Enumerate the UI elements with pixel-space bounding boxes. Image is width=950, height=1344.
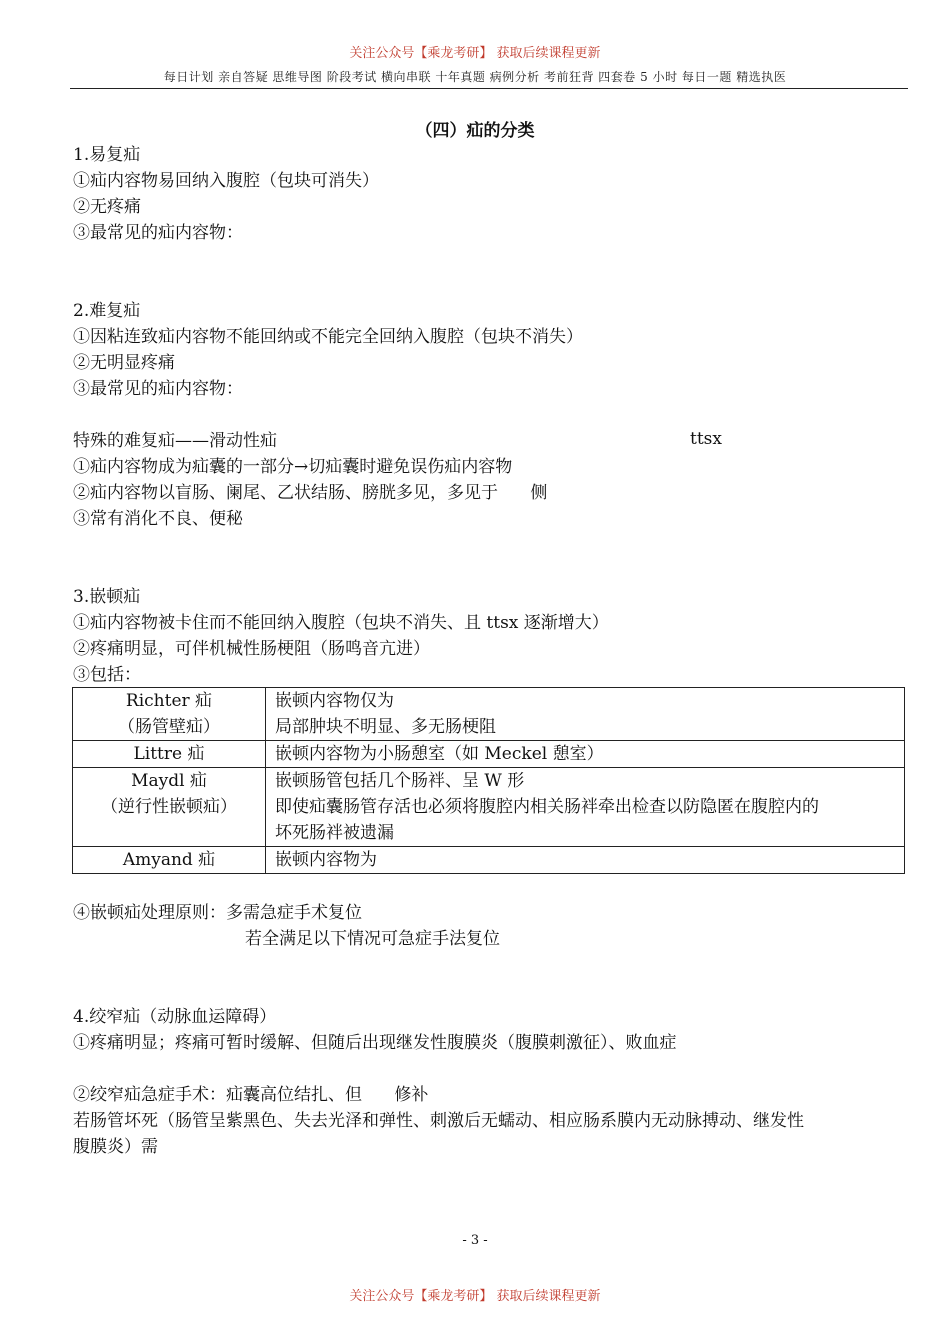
hernia-desc-line: 嵌顿肠管包括几个肠袢、呈 W 形 [275, 771, 525, 791]
s2-special-heading: 特殊的难复疝——滑动性疝 [73, 431, 277, 451]
s3-principle: ④嵌顿疝处理原则：多需急症手术复位 [73, 903, 362, 923]
hernia-desc-cell [266, 847, 905, 874]
hernia-name-cell [73, 741, 266, 768]
hernia-desc-line: 嵌顿内容物仅为 [275, 691, 394, 711]
s1-item: ②无疼痛 [73, 197, 141, 217]
s2-special-tag: ttsx [690, 429, 722, 449]
table-row [73, 741, 905, 768]
incarcerated-hernia-table [72, 687, 905, 874]
hernia-desc-line: 嵌顿内容物为小肠憩室（如 Meckel 憩室） [275, 744, 604, 764]
s2-item: ①因粘连致疝内容物不能回纳或不能完全回纳入腹腔（包块不消失） [73, 327, 583, 347]
s2-special-item: ③常有消化不良、便秘 [73, 509, 243, 529]
s1-heading: 1.易复疝 [73, 145, 141, 165]
s2-item: ③最常见的疝内容物： [73, 379, 243, 399]
s3-item: ①疝内容物被卡住而不能回纳入腹腔（包块不消失、且 ttsx 逐渐增大） [73, 613, 609, 633]
page-number: - 3 - [462, 1233, 488, 1248]
hernia-name: Maydl 疝 [131, 771, 207, 791]
hernia-name-cell [73, 768, 266, 847]
s3-item: ③包括： [73, 665, 141, 685]
header-promo: 关注公众号【乘龙考研】 获取后续课程更新 [349, 46, 601, 61]
table-row [73, 768, 905, 847]
hernia-desc-cell [266, 741, 905, 768]
section-title: （四）疝的分类 [415, 121, 535, 141]
hernia-desc-line: 坏死肠袢被遗漏 [275, 823, 394, 843]
s4-item: ②绞窄疝急症手术：疝囊高位结扎、但 修补 [73, 1085, 429, 1105]
s3-item: ②疼痛明显，可伴机械性肠梗阻（肠鸣音亢进） [73, 639, 430, 659]
hernia-desc-line: 局部肿块不明显、多无肠梗阻 [275, 717, 496, 737]
header-features: 每日计划 亲自答疑 思维导图 阶段考试 横向串联 十年真题 病例分析 考前狂背 四套卷 5 小时 每日一题 精选执医 [163, 70, 787, 84]
hernia-name: Amyand 疝 [122, 850, 216, 870]
hernia-desc-cell [266, 688, 905, 741]
s1-item: ③最常见的疝内容物： [73, 223, 243, 243]
s4-item: 若肠管坏死（肠管呈紫黑色、失去光泽和弹性、刺激后无蠕动、相应肠系膜内无动脉搏动、继发性 [73, 1111, 804, 1131]
hernia-name-cell [73, 847, 266, 874]
hernia-name: Richter 疝 [125, 691, 213, 711]
header-divider [70, 88, 908, 89]
footer-promo: 关注公众号【乘龙考研】 获取后续课程更新 [349, 1289, 601, 1304]
table-row [73, 688, 905, 741]
table-row [73, 847, 905, 874]
hernia-alias: （肠管壁疝） [118, 717, 220, 737]
hernia-name-cell [73, 688, 266, 741]
s3-principle-cont: 若全满足以下情况可急症手法复位 [245, 929, 500, 949]
s2-special-item: ①疝内容物成为疝囊的一部分→切疝囊时避免误伤疝内容物 [73, 457, 513, 477]
hernia-name: Littre 疝 [133, 744, 205, 764]
hernia-desc-line: 嵌顿内容物为 [275, 850, 377, 870]
s1-item: ①疝内容物易回纳入腹腔（包块可消失） [73, 171, 379, 191]
s4-item: ①疼痛明显；疼痛可暂时缓解、但随后出现继发性腹膜炎（腹膜刺激征）、败血症 [73, 1033, 677, 1053]
s4-item-cont: 腹膜炎）需 [73, 1137, 158, 1157]
s2-item: ②无明显疼痛 [73, 353, 175, 373]
s4-heading: 4.绞窄疝（动脉血运障碍） [73, 1007, 277, 1027]
hernia-desc-cell [266, 768, 905, 847]
s2-special-item: ②疝内容物以盲肠、阑尾、乙状结肠、膀胱多见，多见于 侧 [73, 483, 548, 503]
hernia-alias: （逆行性嵌顿疝） [101, 797, 237, 817]
hernia-desc-line: 即使疝囊肠管存活也必须将腹腔内相关肠袢牵出检查以防隐匿在腹腔内的 [275, 797, 819, 817]
s2-heading: 2.难复疝 [73, 301, 141, 321]
s3-heading: 3.嵌顿疝 [73, 587, 141, 607]
